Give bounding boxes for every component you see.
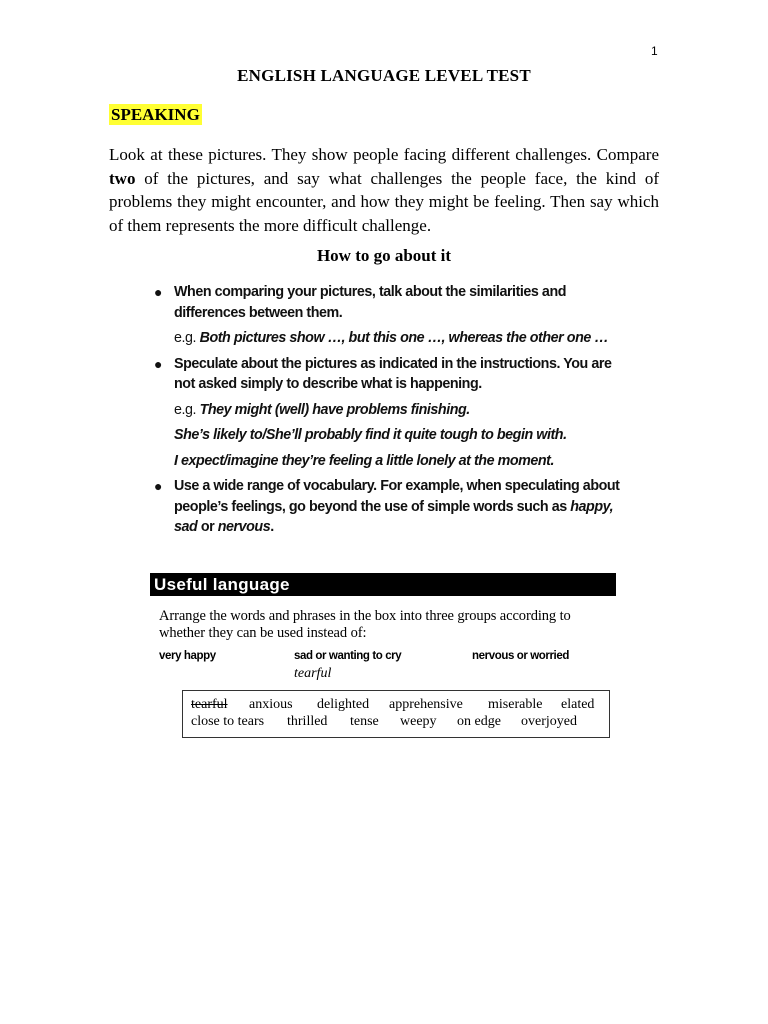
word-item: apprehensive	[389, 697, 463, 712]
word-item: anxious	[249, 697, 293, 712]
section-label-speaking: SPEAKING	[111, 105, 200, 124]
vocab-period: .	[270, 519, 274, 535]
vocab-nervous: nervous	[217, 519, 271, 535]
instructions-part1: Look at these pictures. They show people facing different challenges. Compare	[109, 145, 659, 164]
tip-vocabulary-text	[174, 476, 630, 538]
vocab-sad: sad	[174, 519, 198, 535]
tip-speculate-text: Speculate about the pictures as indicated in the instructions. You are not asked simply to describe what is happening.	[174, 355, 612, 392]
tip-speculate-example-1	[174, 400, 630, 421]
tip-speculate	[150, 354, 630, 472]
tips-list	[150, 282, 630, 538]
word-box-row-1	[183, 697, 609, 714]
page-number: 1	[651, 44, 658, 58]
vocab-happy: happy,	[570, 498, 614, 515]
vocab-or: or	[197, 519, 218, 535]
bullet-icon: ●	[154, 355, 163, 372]
tip-compare	[150, 282, 630, 349]
word-item: on edge	[457, 714, 501, 729]
word-item: delighted	[317, 697, 370, 712]
arrange-instruction: Arrange the words and phrases in the box into three groups according to whether they can be used instead of:	[159, 608, 571, 641]
tip-speculate-example-1-text: They might (well) have problems finishing.	[199, 401, 470, 418]
word-item: overjoyed	[521, 714, 577, 729]
document-title: ENGLISH LANGUAGE LEVEL TEST	[237, 66, 531, 85]
tip-compare-example-text: Both pictures show …, but this one …, whereas the other one …	[199, 330, 609, 346]
bullet-icon: ●	[154, 284, 163, 300]
instructions-bold-word: two	[109, 168, 136, 188]
tip-compare-example	[174, 328, 630, 349]
instructions-part2: of the pictures, and say what challenges the people face, the kind of problems they might encounter, and how they might be feeling. Then say which of them represents the more difficult challenge.	[109, 168, 659, 235]
bullet-icon: ●	[154, 478, 163, 494]
tip-speculate-example-2: She’s likely to/She’ll probably find it quite tough to begin with.	[174, 427, 567, 443]
word-box	[182, 690, 610, 738]
word-item: weepy	[400, 714, 437, 729]
column-heading-sad: sad or wanting to cry	[294, 650, 402, 662]
tip-vocabulary	[150, 476, 630, 538]
subheading-how-to: How to go about it	[316, 246, 452, 265]
tip-speculate-example-3: I expect/imagine they’re feeling a little lonely at the moment.	[174, 452, 555, 469]
word-item: tearful	[191, 697, 228, 712]
word-item: thrilled	[287, 714, 328, 729]
task-instructions	[109, 143, 659, 237]
example-answer: tearful	[294, 666, 332, 681]
example-label: e.g.	[174, 401, 200, 418]
word-item: elated	[561, 697, 595, 712]
tip-compare-text: When comparing your pictures, talk about the similarities and differences between them.	[174, 284, 567, 321]
column-heading-very-happy: very happy	[159, 650, 216, 662]
tip-vocabulary-body: Use a wide range of vocabulary. For example, when speculating about people’s feelings, go beyond the use of simple words such as	[174, 478, 620, 515]
word-item: tense	[350, 714, 379, 729]
useful-language-heading: Useful language	[150, 573, 616, 596]
column-heading-nervous: nervous or worried	[472, 650, 569, 662]
word-item: close to tears	[191, 714, 265, 729]
word-box-row-2	[183, 714, 609, 731]
word-item: miserable	[488, 697, 543, 712]
example-label: e.g.	[174, 330, 200, 346]
